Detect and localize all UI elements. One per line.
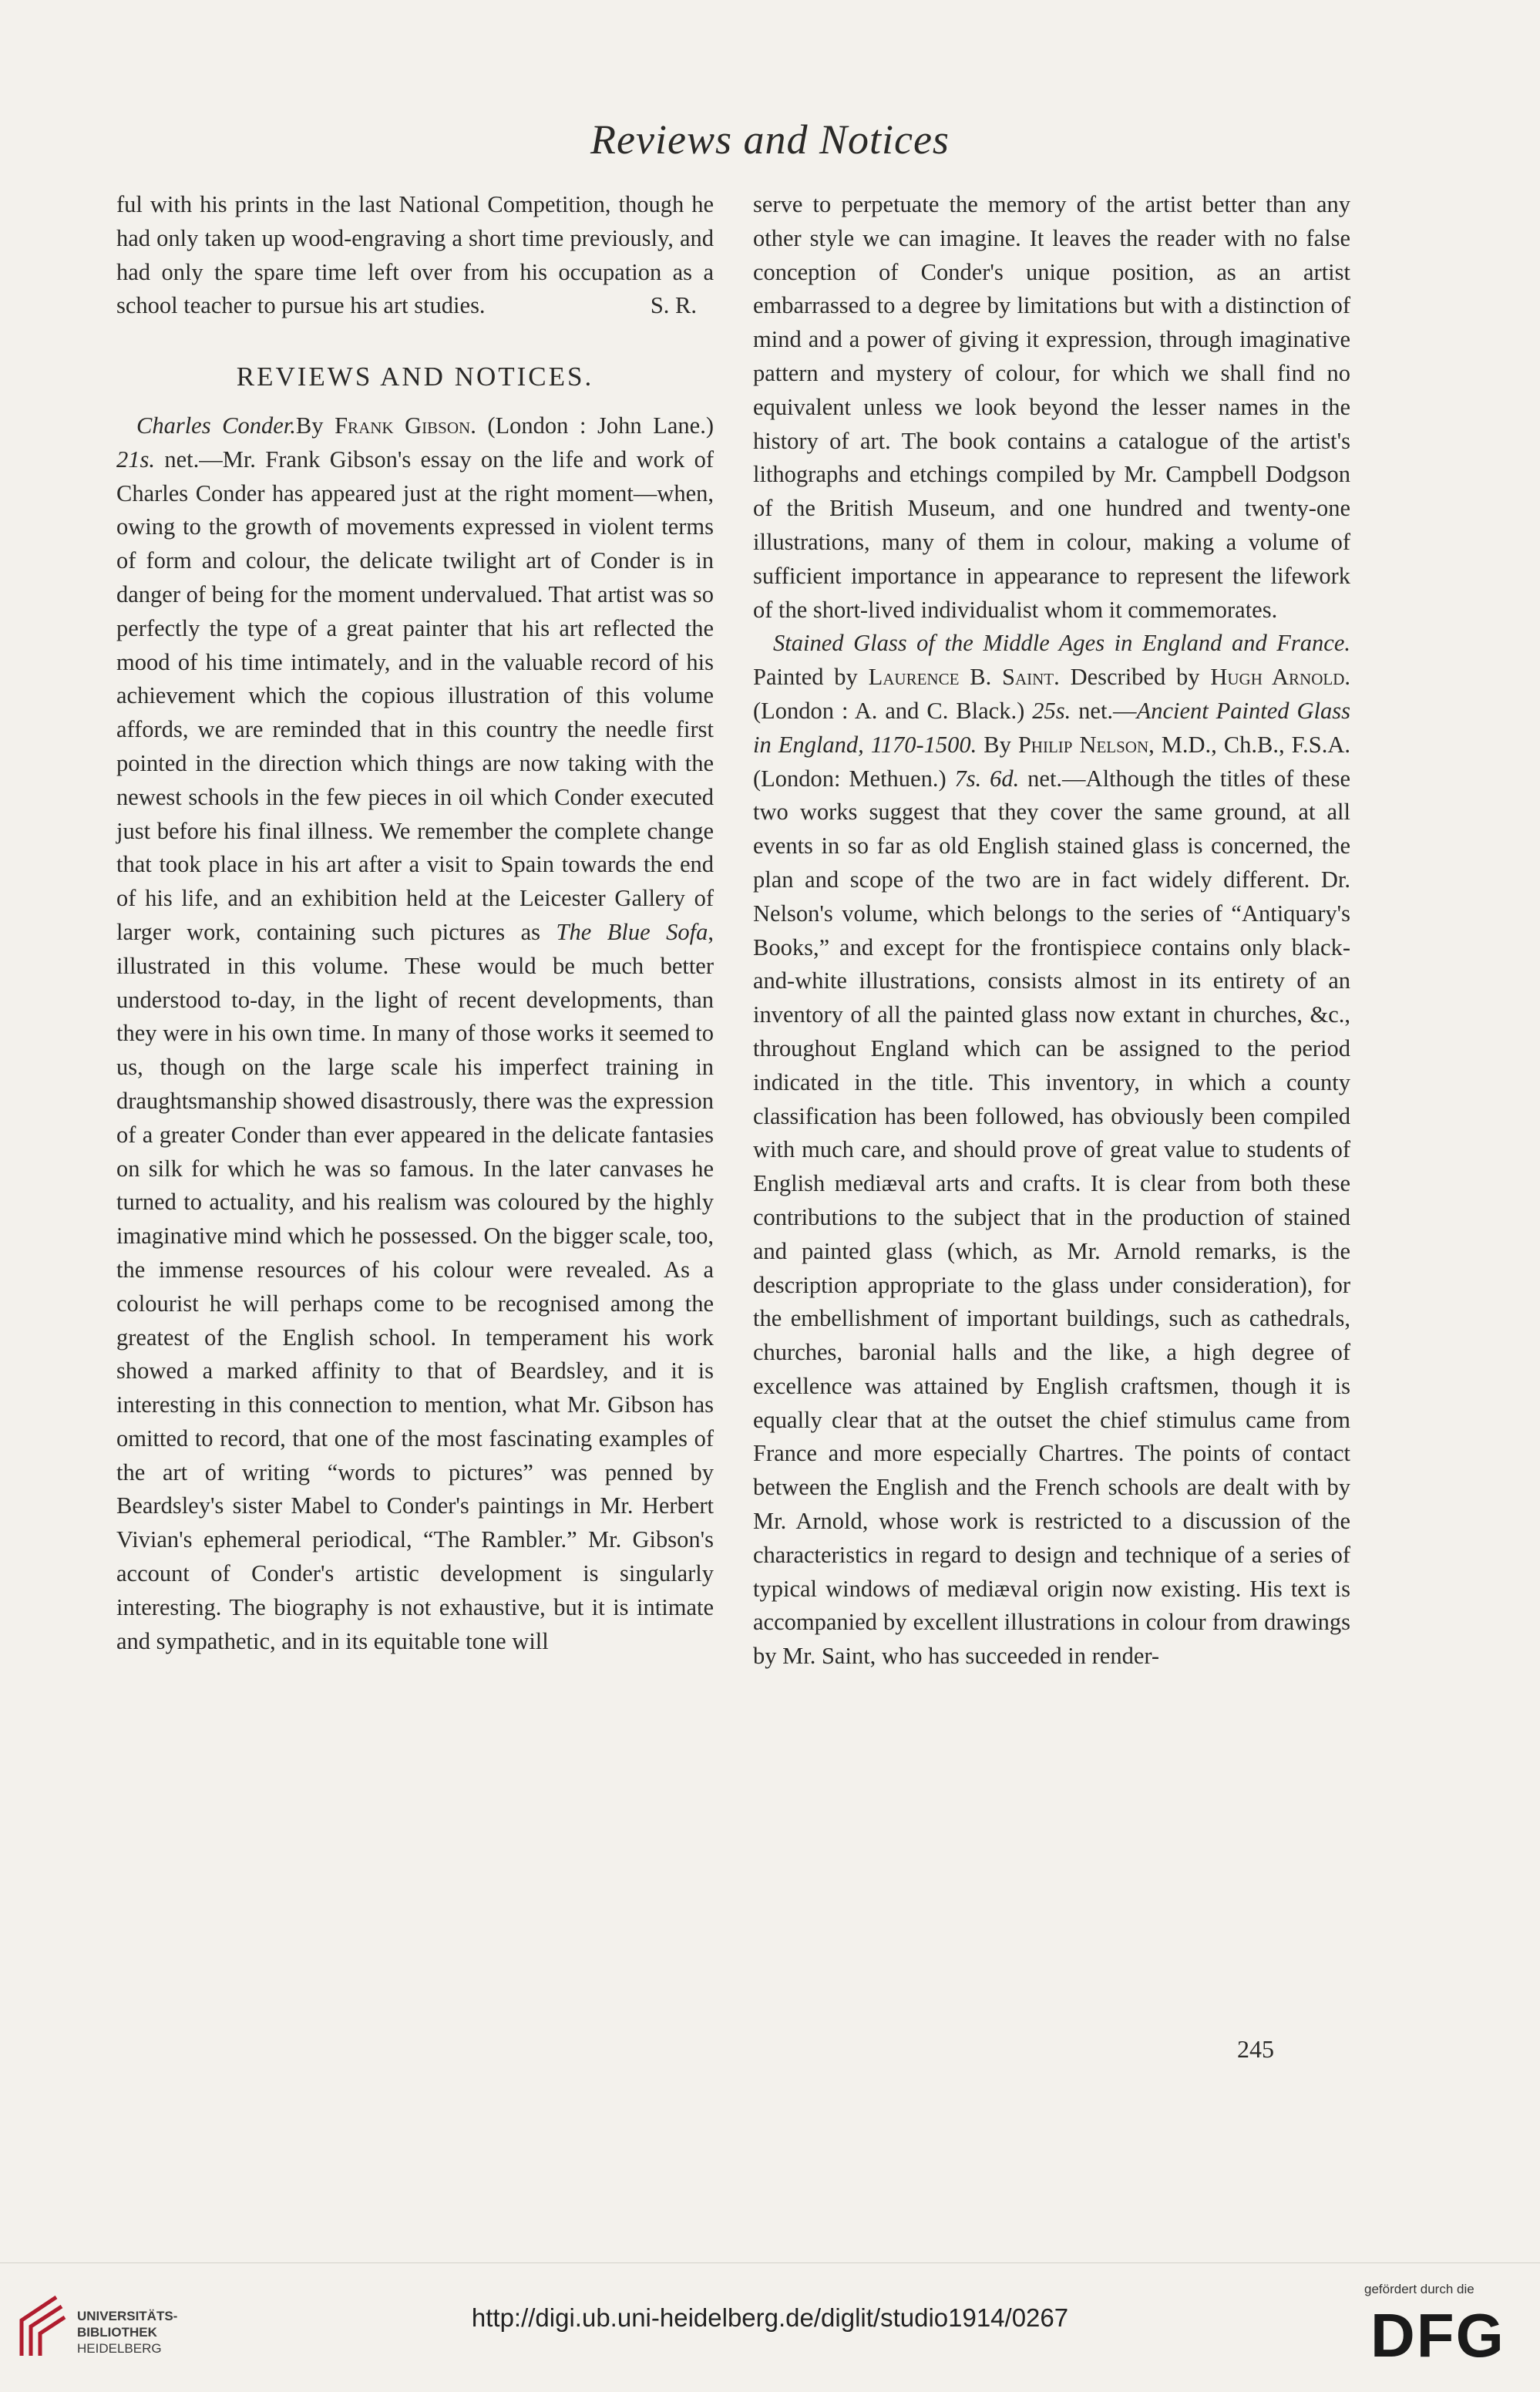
review-glass-author-2: Philip Nelson [1017,731,1149,758]
review-conder-title: Charles Conder. [136,412,296,439]
dfg-logo: DFG [1370,2301,1505,2370]
review-conder-price: 21s. [116,446,155,473]
source-url-link[interactable]: http://digi.ub.uni-heidelberg.de/diglit/studio1914/0267 [471,2303,1069,2332]
review-glass-painter: Laurence B. Saint [868,664,1054,691]
review-glass-body: net.—Although the titles of these two works suggest that they cover the same ground, at all events in so far as old English stained glass is concerned, the plan and scope of the two are in fact widely different. Dr. Nelson's volume, which belongs to the series of “Antiquary's Books,” and except for the frontispiece contains only black-and-white illustrations, consists almost in its entirety of an inventory of all the painted glass now extant in churches, &c., throughout England which can be assigned to the period indicated in the title. This inventory, in which a county classification has been followed, has obviously been compiled with much care, and should prove of great value to students of English mediæval arts and crafts. It is clear from both these contributions to the subject that in the production of stained and painted glass (which, as Mr. Arnold remarks, is the description appropriate to the glass under consideration), for the embellishment of important buildings, such as cathedrals, churches, baronial halls and the like, a high degree of excellence was attained by English craftsmen, though it is equally clear that at the outset the chief stimulus came from France and more especially Chartres. The points of contact between the English and the French schools are dealt with by Mr. Arnold, whose work is restricted to a discussion of the characteristics in regard to design and technique of a series of typical windows of mediæval origin now existing. His text is accompanied by excellent illustrations in colour from drawings by Mr. Saint, who has succeeded in render- [753,765,1350,1670]
review-glass-title-2: Ancient Painted Glass in England, 1170-1500. [753,697,1350,758]
review-glass-title-1: Stained Glass of the Middle Ages in England and France. [773,630,1350,657]
review-conder-body-2: , illustrated in this volume. These would be much better understood to-day, in the light of recent developments, than they were in his own time. In many of those works it seemed to us, though on the large scale his imperfect training in draughtsmanship showed disastrously, there was the expression of a greater Conder than ever appeared in the delicate fantasies on silk for which he was so famous. In the later canvases he turned to actuality, and his realism was coloured by the highly imaginative mind which he possessed. On the bigger scale, too, the immense resources of his colour were revealed. As a colourist he will perhaps come to be recognised among the greatest of the English school. In temperament his work showed a marked affinity to that of Beardsley, and it is interesting in this connection to mention, what Mr. Gibson has omitted to record, that one of the most fascinating examples of the art of writing “words to pictures” was penned by Beardsley's sister Mabel to Conder's paintings in Mr. Herbert Vivian's ephemeral periodical, “The Rambler.” Mr. Gibson's account of Conder's artistic development is singularly interesting. The biography is not exhaustive, but it is intimate and sympathetic, and in its equitable tone will [116,918,714,1654]
review-glass-price-2: 7s. 6d. [954,765,1020,792]
right-column [753,188,1350,1674]
review-conder-author: Frank Gibson [335,412,471,439]
work-title-blue-sofa: The Blue Sofa [556,918,708,945]
review-glass-describer: Hugh Arnold [1210,664,1345,691]
carryover-signature: S. R. [650,292,697,319]
funder-label: gefördert durch die [1364,2282,1474,2296]
review-conder-body-1: net.—Mr. Frank Gibson's essay on the life and work of Charles Conder has appeared just at the right moment—when, owing to the growth of movements expressed in violent terms of form and colour, the delicate twilight art of Conder is in danger of being for the moment undervalued. That artist was so perfectly the type of a great painter that his art reflected the mood of his time intimately, and in the valuable record of his achievement which the copious illustration of this volume affords, we are reminded that in this country the needle first pointed in the direction which things are now taking with the newest schools in the few pieces in oil which Conder executed just before his final illness. We remember the complete change that took place in his art after a visit to Spain towards the end of his life, and an exhibition held at the Leicester Gallery of larger work, containing such pictures as [116,446,714,945]
section-heading: REVIEWS AND NOTICES. [236,362,594,392]
review-conder: Charles Conder.By Frank Gibson. (London : John Lane.) 21s. net.—Mr. Frank Gibson's essay on the life and work of Charles Conder has appeared just at the right moment—when, owing to the growth of movements expressed in violent terms of form and colour, the delicate twilight art of Conder is in danger of being for the moment undervalued. That artist was so perfectly the type of a great painter that his art reflected the mood of his time intimately, and in the valuable record of his achievement which the copious illustration of this volume affords, we are reminded that in this country the needle first pointed in the direction which things are now taking with the newest schools in the few pieces in oil which Conder executed just before his final illness. We remember the complete change that took place in his art after a visit to Spain towards the end of his life, and an exhibition held at the Leicester Gallery of larger work, containing such pictures as The Blue Sofa, illustrated in this volume. These would be much better understood to-day, in the light of recent developments, than they were in his own time. In many of those works it seemed to us, though on the large scale his imperfect training in draughtsmanship showed disastrously, there was the expression of a greater Conder than ever appeared in the delicate fantasies on silk for which he was so famous. In the later canvases he turned to actuality, and his realism was coloured by the highly imaginative mind which he possessed. On the bigger scale, too, the immense resources of his colour were revealed. As a colourist he will perhaps come to be recognised among the greatest of the English school. In temperament his work showed a marked affinity to that of Beardsley, and it is interesting in this connection to mention, what Mr. Gibson has omitted to record, that one of the most fascinating examples of the art of writing “words to pictures” was penned by Beardsley's sister Mabel to Conder's paintings in Mr. Herbert Vivian's ephemeral periodical, “The Rambler.” Mr. Gibson's account of Conder's artistic development is singularly interesting. The biography is not exhaustive, but it is intimate and sympathetic, and in its equitable tone will [116,412,714,1654]
page-number: 245 [1237,2035,1274,2063]
library-name: UNIVERSITÄTS- BIBLIOTHEK HEIDELBERG [77,2309,178,2356]
running-title: Reviews and Notices [590,116,950,163]
footer-divider [0,2262,1540,2263]
review-glass-price-1: 25s. [1032,697,1071,724]
review-conder-continuation: serve to perpetuate the memory of the artist better than any other style we can imagine. It leaves the reader with no false conception of Conder's unique position, as an artist embarrassed to a degree by limitations but with a distinction of mind and a power of giving it expression, through imaginative pattern and mystery of colour, for which we shall find no equivalent unless we look beyond the lesser names in the history of art. The book contains a catalogue of the artist's lithographs and etchings compiled by Mr. Campbell Dodgson of the British Museum, and one hundred and twenty-one illustrations, many of them in colour, making a volume of sufficient importance in appearance to represent the lifework of the short-lived individualist whom it commemorates. [753,191,1350,623]
review-stained-glass: Stained Glass of the Middle Ages in England and France. Painted by Laurence B. Saint. Described by Hugh Arnold. (London : A. and C. Black.) 25s. net.—Ancient Painted Glass in England, 1170-1500. By Philip Nelson, M.D., Ch.B., F.S.A. (London: Methuen.) 7s. 6d. net.—Although the titles of these two works suggest that they cover the same ground, at all events in so far as old English stained glass is concerned, the plan and scope of the two are in fact widely different. Dr. Nelson's volume, which belongs to the series of “Antiquary's Books,” and except for the frontispiece contains only black-and-white illustrations, consists almost in its entirety of an inventory of all the painted glass now extant in churches, &c., throughout England which can be assigned to the period indicated in the title. This inventory, in which a county classification has been followed, has obviously been compiled with much care, and should prove of great value to students of English mediæval arts and crafts. It is clear from both these contributions to the subject that in the production of stained and painted glass (which, as Mr. Arnold remarks, is the description appropriate to the glass under consideration), for the embellishment of important buildings, such as cathedrals, churches, baronial halls and the like, a high degree of excellence was attained by English craftsmen, though it is equally clear that at the outset the chief stimulus came from France and more especially Chartres. The points of contact between the English and the French schools are dealt with by Mr. Arnold, whose work is restricted to a discussion of the characteristics in regard to design and technique of a series of typical windows of mediæval origin now existing. His text is accompanied by excellent illustrations in colour from drawings by Mr. Saint, who has succeeded in render- [753,630,1350,1670]
left-column [116,188,714,1658]
carryover-text: ful with his prints in the last National Competition, though he had only taken up wood-engraving a short time previously, and had only the spare time left over from his occupation as a school teacher to pursue his art studies. [116,191,714,319]
